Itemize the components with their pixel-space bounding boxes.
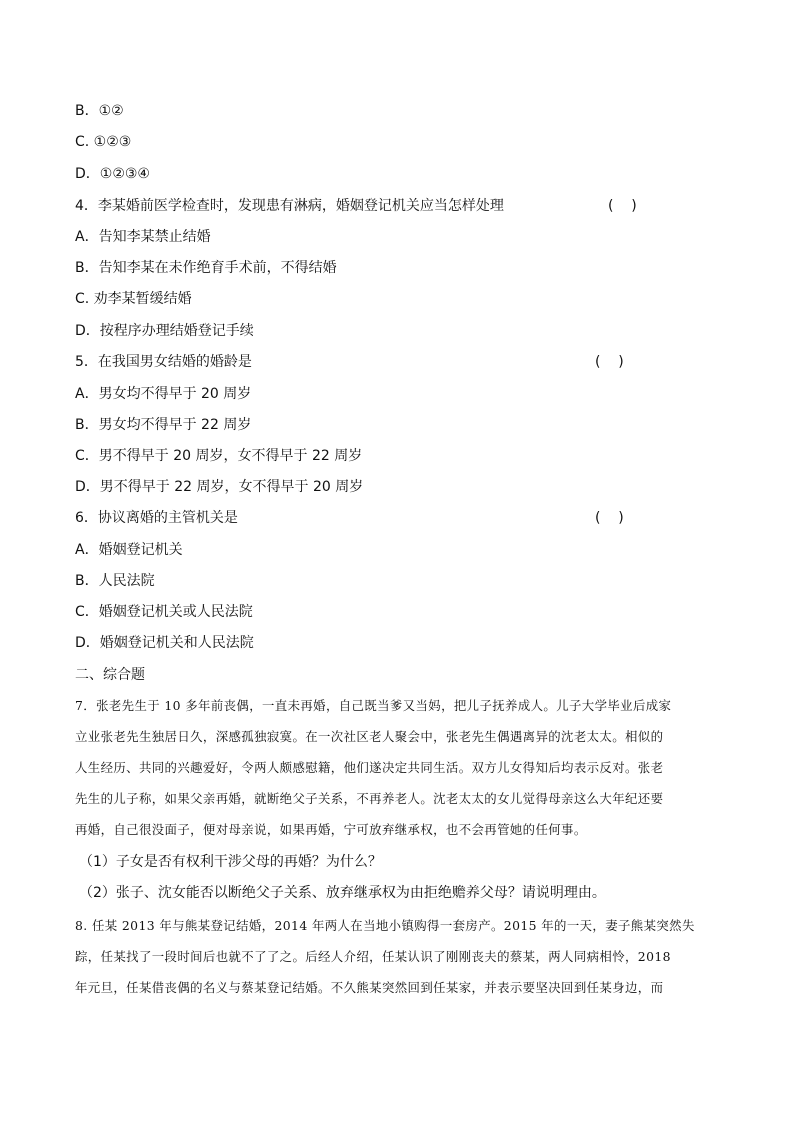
- question-5-stem: 5．在我国男女结婚的婚龄是: [75, 354, 252, 370]
- question-6-option-b: B．人民法院: [75, 573, 155, 589]
- question-8-passage: [75, 910, 723, 1003]
- question-5-answer-paren: ( ): [595, 354, 624, 370]
- question-6-option-c: C．婚姻登记机关或人民法院: [75, 604, 253, 620]
- question-6-stem: 6．协议离婚的主管机关是: [75, 510, 238, 526]
- question-8-line: 年元旦，任某借丧偶的名义与蔡某登记结婚。不久熊某突然回到任某家，并表示要坚决回到任某身边，而: [75, 980, 664, 995]
- option-b-prev: B．①②: [75, 103, 124, 119]
- question-7-passage: [75, 690, 723, 845]
- question-7-line: 人生经历、共同的兴趣爱好，令两人颇感慰籍，他们遂决定共同生活。双方儿女得知后均表示反对。张老: [75, 760, 664, 775]
- question-7-sub-2: （2）张子、沈女能否以断绝父子关系、放弃继承权为由拒绝赡养父母？请说明理由。: [79, 885, 606, 901]
- question-4-option-d: D．按程序办理结婚登记手续: [75, 323, 254, 339]
- question-8-line: 8. 任某 2013 年与熊某登记结婚，2014 年两人在当地小镇购得一套房产。2015 年的一天，妻子熊某突然失: [75, 918, 695, 933]
- question-4-option-c: C. 劝李某暂缓结婚: [75, 291, 192, 307]
- option-d-prev: D．①②③④: [75, 166, 150, 182]
- question-6-answer-paren: ( ): [595, 510, 624, 526]
- question-5-option-b: B．男女均不得早于 22 周岁: [75, 417, 252, 433]
- question-7-line: 7．张老先生于 10 多年前丧偶，一直未再婚，自己既当爹又当妈，把儿子抚养成人。儿子大学毕业后成家: [75, 698, 672, 713]
- question-8-line: 踪，任某找了一段时间后也就不了了之。后经人介绍，任某认识了刚刚丧夫的蔡某，两人同病相怜，2018: [75, 949, 671, 964]
- question-4-answer-paren: ( ): [608, 198, 637, 214]
- question-4-option-a: A．告知李某禁止结婚: [75, 229, 211, 245]
- question-6-option-a: A．婚姻登记机关: [75, 542, 183, 558]
- question-4-stem: 4．李某婚前医学检查时，发现患有淋病，婚姻登记机关应当怎样处理: [75, 198, 504, 214]
- question-4-option-b: B．告知李某在未作绝育手术前，不得结婚: [75, 260, 337, 276]
- question-7-line: 先生的儿子称，如果父亲再婚，就断绝父子关系，不再养老人。沈老太太的女儿觉得母亲这么大年纪还要: [75, 791, 664, 806]
- option-c-prev: C. ①②③: [75, 134, 132, 150]
- section-title: 二、综合题: [75, 667, 145, 683]
- question-5-option-d: D．男不得早于 22 周岁，女不得早于 20 周岁: [75, 479, 364, 495]
- question-7-sub-1: （1）子女是否有权利干涉父母的再婚？为什么？: [79, 854, 382, 870]
- question-7-line: 立业张老先生独居日久，深感孤独寂寞。在一次社区老人聚会中，张老先生偶遇离异的沈老太太。相似的: [75, 729, 664, 744]
- question-6-option-d: D．婚姻登记机关和人民法院: [75, 635, 254, 651]
- question-5-option-a: A．男女均不得早于 20 周岁: [75, 386, 252, 402]
- question-7-line: 再婚，自己很没面子，便对母亲说，如果再婚，宁可放弃继承权，也不会再管她的任何事。: [75, 822, 587, 837]
- question-5-option-c: C．男不得早于 20 周岁，女不得早于 22 周岁: [75, 448, 363, 464]
